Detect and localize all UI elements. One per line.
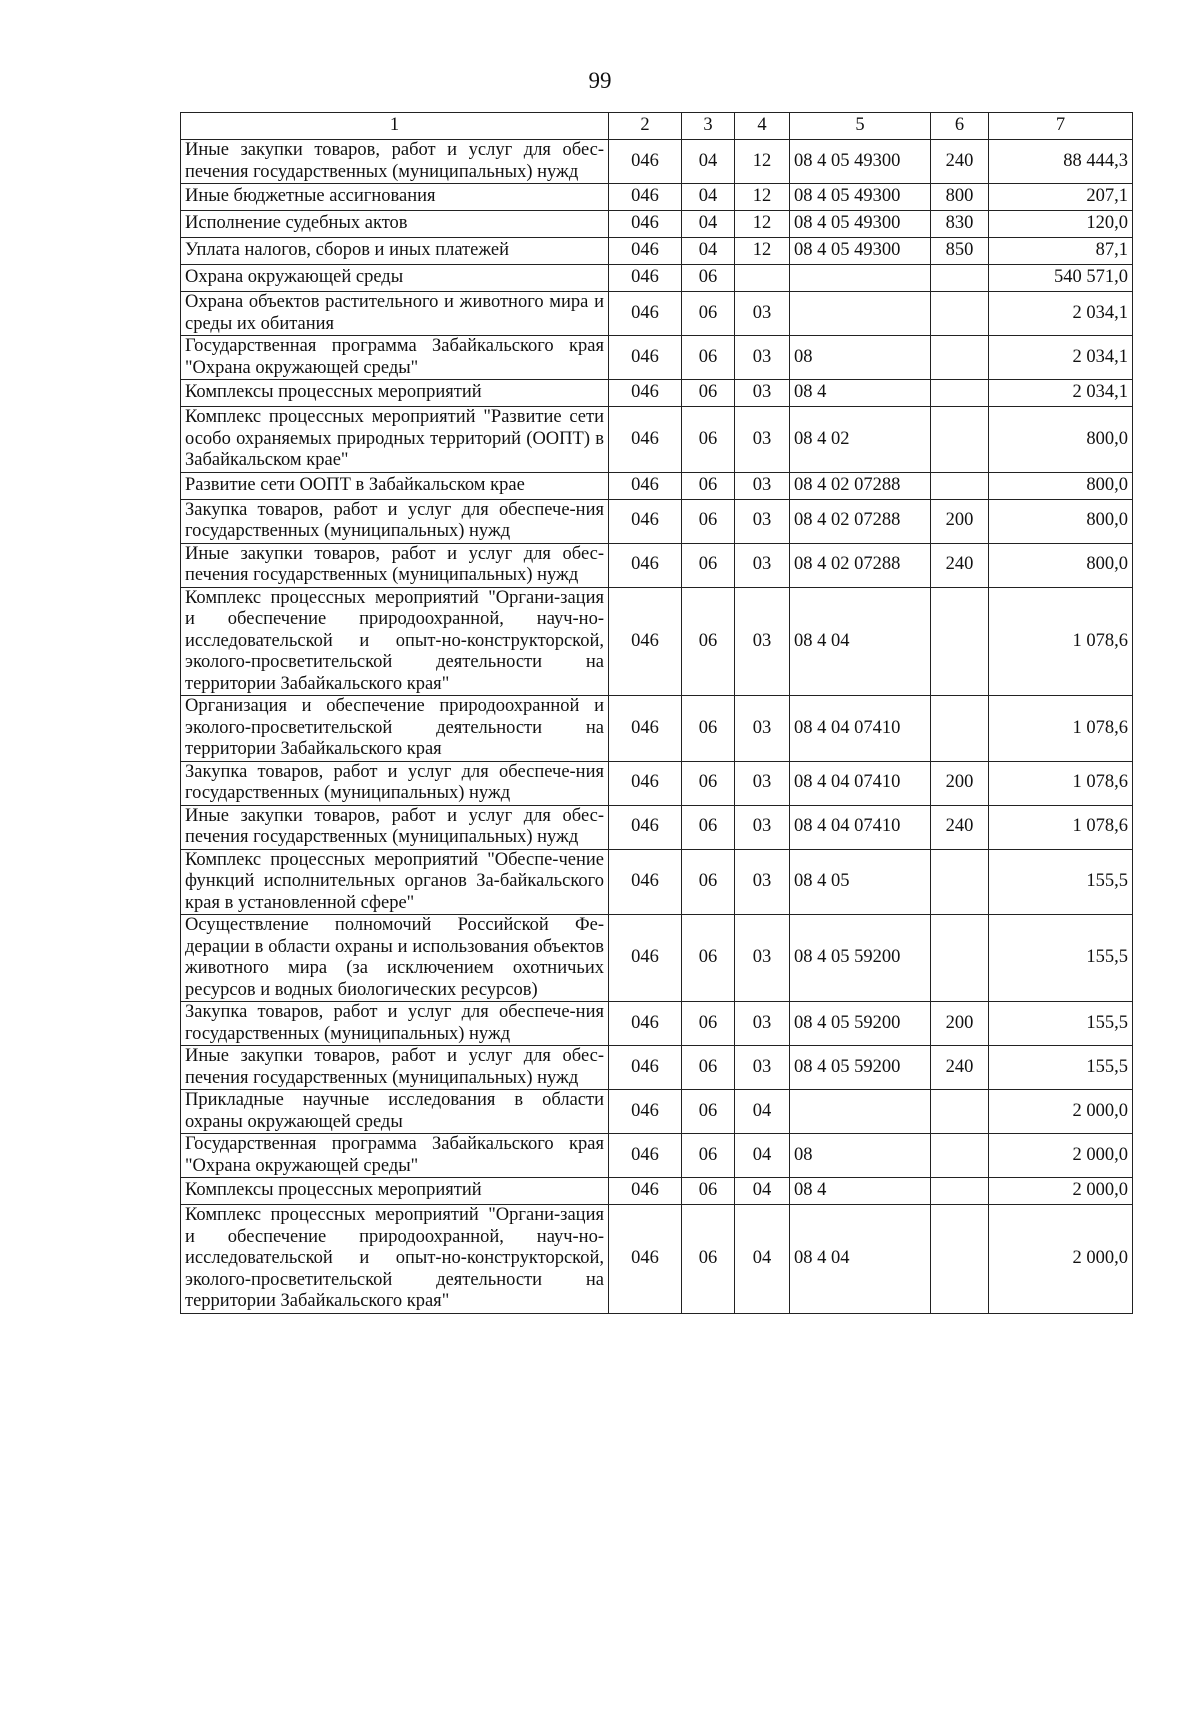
row-section-code: 06 [682,696,735,762]
row-expense-type: 200 [931,1002,989,1046]
row-target-article: 08 4 05 49300 [790,238,931,265]
table-row [181,587,1133,696]
row-name: Государственная программа Забайкальского края "Охрана окружающей среды" [181,336,609,380]
row-sum: 1 078,6 [989,696,1133,762]
row-name: Государственная программа Забайкальского края "Охрана окружающей среды" [181,1134,609,1178]
row-grbs-code: 046 [609,696,682,762]
row-grbs-code: 046 [609,543,682,587]
row-subsection-code [735,265,790,292]
page-number: 99 [588,68,612,93]
row-expense-type [931,1205,989,1314]
row-section-code: 06 [682,805,735,849]
row-target-article: 08 4 05 59200 [790,1002,931,1046]
row-grbs-code: 046 [609,915,682,1002]
row-sum: 2 034,1 [989,380,1133,407]
row-sum: 155,5 [989,1046,1133,1090]
row-section-code: 04 [682,238,735,265]
table-row [181,1134,1133,1178]
row-grbs-code: 046 [609,336,682,380]
row-target-article: 08 4 02 07288 [790,472,931,499]
row-subsection-code: 03 [735,336,790,380]
row-sum: 87,1 [989,238,1133,265]
row-grbs-code: 046 [609,1205,682,1314]
row-section-code: 04 [682,184,735,211]
row-target-article: 08 4 05 49300 [790,140,931,184]
row-sum: 155,5 [989,915,1133,1002]
row-expense-type [931,849,989,915]
row-grbs-code: 046 [609,265,682,292]
row-sum: 1 078,6 [989,805,1133,849]
row-expense-type: 800 [931,184,989,211]
row-section-code: 04 [682,211,735,238]
row-sum: 120,0 [989,211,1133,238]
row-name: Прикладные научные исследования в области охраны окружающей среды [181,1090,609,1134]
row-expense-type: 240 [931,805,989,849]
row-grbs-code: 046 [609,1002,682,1046]
row-grbs-code: 046 [609,407,682,473]
row-section-code: 06 [682,849,735,915]
row-name: Охрана окружающей среды [181,265,609,292]
table-row [181,915,1133,1002]
row-expense-type [931,1090,989,1134]
row-grbs-code: 046 [609,211,682,238]
header-col-4: 4 [735,113,790,140]
row-target-article [790,292,931,336]
row-name: Комплексы процессных мероприятий [181,1178,609,1205]
row-target-article: 08 4 04 [790,587,931,696]
row-sum: 2 034,1 [989,336,1133,380]
row-name: Уплата налогов, сборов и иных платежей [181,238,609,265]
table-row [181,184,1133,211]
row-subsection-code: 03 [735,587,790,696]
row-expense-type [931,915,989,1002]
row-target-article: 08 4 04 07410 [790,805,931,849]
table-row [181,292,1133,336]
table-row [181,140,1133,184]
row-sum: 540 571,0 [989,265,1133,292]
row-sum: 88 444,3 [989,140,1133,184]
row-sum: 1 078,6 [989,761,1133,805]
row-subsection-code: 12 [735,211,790,238]
row-name: Комплексы процессных мероприятий [181,380,609,407]
row-section-code: 06 [682,1002,735,1046]
row-subsection-code: 04 [735,1134,790,1178]
row-name: Закупка товаров, работ и услуг для обеспече-ния государственных (муниципальных) нужд [181,499,609,543]
row-grbs-code: 046 [609,292,682,336]
row-name: Комплекс процессных мероприятий "Развитие сети особо охраняемых природных территорий (ООПТ) в Забайкальском крае" [181,407,609,473]
table-row [181,1046,1133,1090]
row-subsection-code: 03 [735,543,790,587]
row-grbs-code: 046 [609,849,682,915]
row-section-code: 06 [682,1090,735,1134]
row-subsection-code: 04 [735,1178,790,1205]
row-grbs-code: 046 [609,380,682,407]
row-name: Иные закупки товаров, работ и услуг для обес-печения государственных (муниципальных) нужд [181,805,609,849]
row-section-code: 06 [682,1178,735,1205]
row-expense-type [931,587,989,696]
row-sum: 800,0 [989,543,1133,587]
table-row [181,696,1133,762]
row-target-article: 08 4 04 07410 [790,761,931,805]
row-name: Осуществление полномочий Российской Фе-дерации в области охраны и использования объектов животного мира (за исключением охотничьих ресурсов и водных биологических ресурсов) [181,915,609,1002]
row-target-article: 08 4 04 [790,1205,931,1314]
row-subsection-code: 03 [735,380,790,407]
table-row [181,380,1133,407]
row-name: Развитие сети ООПТ в Забайкальском крае [181,472,609,499]
header-col-5: 5 [790,113,931,140]
header-col-2: 2 [609,113,682,140]
row-subsection-code: 03 [735,472,790,499]
row-grbs-code: 046 [609,184,682,211]
row-sum: 800,0 [989,472,1133,499]
row-target-article: 08 4 02 [790,407,931,473]
row-subsection-code: 12 [735,140,790,184]
row-grbs-code: 046 [609,805,682,849]
row-section-code: 06 [682,1046,735,1090]
row-name: Комплекс процессных мероприятий "Обеспе-чение функций исполнительных органов За-байкальского края в установленной сфере" [181,849,609,915]
row-sum: 207,1 [989,184,1133,211]
row-section-code: 06 [682,499,735,543]
table-row [181,211,1133,238]
header-col-1: 1 [181,113,609,140]
table-row [181,407,1133,473]
table-row [181,265,1133,292]
row-grbs-code: 046 [609,472,682,499]
row-expense-type: 240 [931,140,989,184]
row-expense-type [931,407,989,473]
row-subsection-code: 03 [735,849,790,915]
row-expense-type [931,265,989,292]
row-expense-type [931,380,989,407]
table-row [181,1002,1133,1046]
row-expense-type: 200 [931,761,989,805]
row-expense-type: 830 [931,211,989,238]
row-name: Иные закупки товаров, работ и услуг для обес-печения государственных (муниципальных) нужд [181,543,609,587]
row-name: Исполнение судебных актов [181,211,609,238]
row-target-article [790,265,931,292]
row-grbs-code: 046 [609,1134,682,1178]
table-row [181,1178,1133,1205]
row-sum: 2 000,0 [989,1134,1133,1178]
row-target-article [790,1090,931,1134]
row-section-code: 06 [682,915,735,1002]
table-row [181,805,1133,849]
row-subsection-code: 04 [735,1090,790,1134]
row-subsection-code: 03 [735,696,790,762]
row-expense-type: 850 [931,238,989,265]
row-subsection-code: 03 [735,499,790,543]
table-row [181,543,1133,587]
row-section-code: 06 [682,472,735,499]
table-row [181,336,1133,380]
row-section-code: 06 [682,336,735,380]
row-expense-type: 240 [931,543,989,587]
row-expense-type: 200 [931,499,989,543]
row-subsection-code: 03 [735,915,790,1002]
row-subsection-code: 03 [735,407,790,473]
row-expense-type [931,696,989,762]
row-grbs-code: 046 [609,587,682,696]
table-row [181,472,1133,499]
row-name: Иные бюджетные ассигнования [181,184,609,211]
header-col-6: 6 [931,113,989,140]
row-subsection-code: 03 [735,292,790,336]
row-subsection-code: 03 [735,1002,790,1046]
row-name: Иные закупки товаров, работ и услуг для обес-печения государственных (муниципальных) нужд [181,140,609,184]
row-target-article: 08 4 04 07410 [790,696,931,762]
header-col-3: 3 [682,113,735,140]
row-target-article: 08 4 05 49300 [790,184,931,211]
row-target-article: 08 [790,336,931,380]
row-target-article: 08 [790,1134,931,1178]
row-target-article: 08 4 [790,1178,931,1205]
row-subsection-code: 12 [735,184,790,211]
row-section-code: 06 [682,761,735,805]
row-subsection-code: 03 [735,761,790,805]
row-name: Иные закупки товаров, работ и услуг для обес-печения государственных (муниципальных) нужд [181,1046,609,1090]
row-grbs-code: 046 [609,1046,682,1090]
row-target-article: 08 4 05 59200 [790,1046,931,1090]
row-expense-type [931,1178,989,1205]
row-target-article: 08 4 02 07288 [790,543,931,587]
header-col-7: 7 [989,113,1133,140]
row-section-code: 06 [682,292,735,336]
row-subsection-code: 03 [735,805,790,849]
row-sum: 2 000,0 [989,1178,1133,1205]
header-row [181,113,1133,140]
budget-table [180,112,1133,1314]
row-target-article: 08 4 02 07288 [790,499,931,543]
row-sum: 155,5 [989,849,1133,915]
row-sum: 800,0 [989,499,1133,543]
row-expense-type [931,1134,989,1178]
row-target-article: 08 4 05 49300 [790,211,931,238]
row-grbs-code: 046 [609,238,682,265]
row-grbs-code: 046 [609,1090,682,1134]
table-row [181,499,1133,543]
row-section-code: 06 [682,1205,735,1314]
row-section-code: 06 [682,1134,735,1178]
row-expense-type [931,472,989,499]
row-sum: 155,5 [989,1002,1133,1046]
row-sum: 1 078,6 [989,587,1133,696]
table-row [181,761,1133,805]
table-row [181,238,1133,265]
row-name: Закупка товаров, работ и услуг для обеспече-ния государственных (муниципальных) нужд [181,1002,609,1046]
row-section-code: 04 [682,140,735,184]
row-grbs-code: 046 [609,1178,682,1205]
row-section-code: 06 [682,380,735,407]
row-expense-type: 240 [931,1046,989,1090]
table-row [181,1090,1133,1134]
row-name: Охрана объектов растительного и животного мира и среды их обитания [181,292,609,336]
table-row [181,1205,1133,1314]
row-name: Комплекс процессных мероприятий "Органи-зация и обеспечение природоохранной, науч-но-исследовательской и опыт-но-конструкторской, эколого-просветительской деятельности на территории Забайкальского края" [181,587,609,696]
row-expense-type [931,336,989,380]
row-subsection-code: 04 [735,1205,790,1314]
row-target-article: 08 4 [790,380,931,407]
row-sum: 2 000,0 [989,1205,1133,1314]
row-sum: 2 034,1 [989,292,1133,336]
row-name: Закупка товаров, работ и услуг для обеспече-ния государственных (муниципальных) нужд [181,761,609,805]
row-target-article: 08 4 05 59200 [790,915,931,1002]
row-sum: 2 000,0 [989,1090,1133,1134]
table-row [181,849,1133,915]
row-grbs-code: 046 [609,761,682,805]
row-subsection-code: 03 [735,1046,790,1090]
row-expense-type [931,292,989,336]
row-sum: 800,0 [989,407,1133,473]
row-name: Комплекс процессных мероприятий "Органи-зация и обеспечение природоохранной, науч-но-исследовательской и опыт-но-конструкторской, эколого-просветительской деятельности на территории Забайкальского края" [181,1205,609,1314]
row-section-code: 06 [682,407,735,473]
row-section-code: 06 [682,543,735,587]
row-name: Организация и обеспечение природоохранной и эколого-просветительской деятельности на территории Забайкальского края [181,696,609,762]
row-section-code: 06 [682,265,735,292]
row-subsection-code: 12 [735,238,790,265]
row-grbs-code: 046 [609,140,682,184]
row-section-code: 06 [682,587,735,696]
row-grbs-code: 046 [609,499,682,543]
row-target-article: 08 4 05 [790,849,931,915]
